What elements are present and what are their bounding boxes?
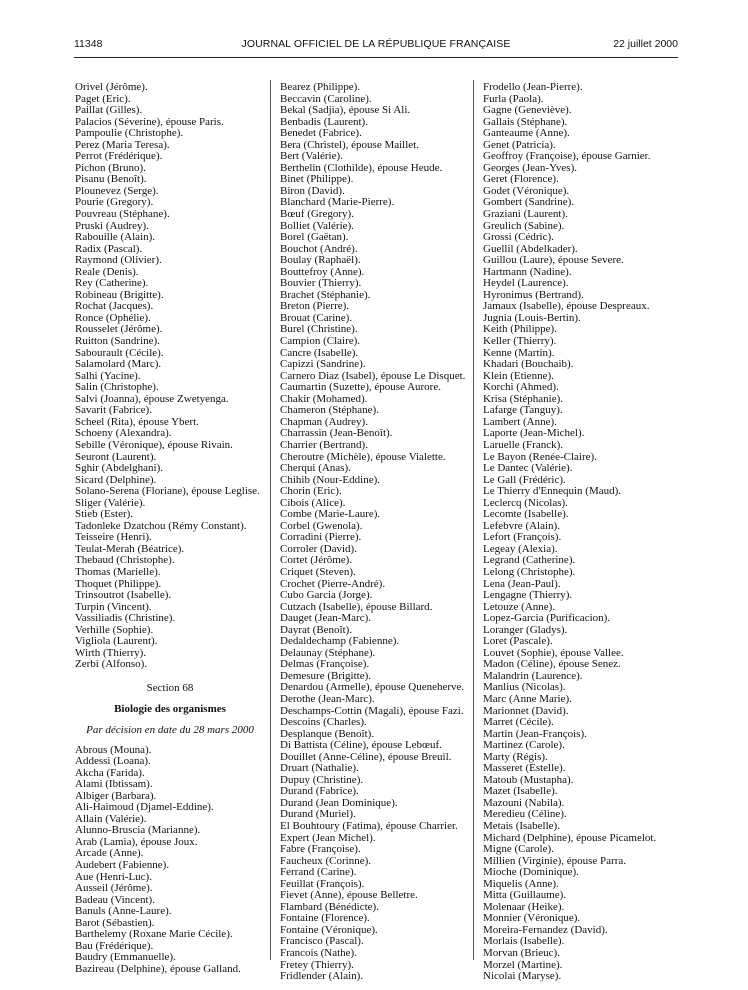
name-entry: Cutzach (Isabelle), épouse Billard. <box>280 600 433 613</box>
name-entry: Khadari (Bouchaib). <box>483 358 574 371</box>
name-entry: Akcha (Farida). <box>75 766 145 779</box>
name-entry: Albiger (Barbara). <box>75 789 157 802</box>
name-entry: Carnero Diaz (Isabel), épouse Le Disquet. <box>280 369 466 382</box>
name-entry: Fretey (Thierry). <box>280 958 354 971</box>
name-entry: Molenaar (Heike). <box>483 900 565 913</box>
name-entry: Chorin (Eric). <box>280 485 342 498</box>
name-entry: Heydel (Laurence). <box>483 277 569 290</box>
name-entry: Charrassin (Jean-Benoît). <box>280 427 393 440</box>
name-entry: Badeau (Vincent). <box>75 893 155 906</box>
column-divider <box>473 80 474 960</box>
name-entry: Manlius (Nicolas). <box>483 681 566 694</box>
name-entry: Le Bayon (Renée-Claire). <box>483 450 597 463</box>
name-entry: Biron (David). <box>280 184 345 197</box>
page-number: 11348 <box>74 38 103 50</box>
name-entry: Lafarge (Tanguy). <box>483 404 563 417</box>
name-entry: Sicard (Delphine). <box>75 473 157 486</box>
name-entry: Pichon (Bruno). <box>75 161 146 174</box>
name-entry: Perrot (Frédérique). <box>75 150 163 163</box>
name-entry: Nicolai (Maryse). <box>483 970 562 983</box>
column-divider <box>270 80 271 960</box>
name-entry: Seuront (Laurent). <box>75 450 157 463</box>
name-entry: Thomas (Marielle). <box>75 565 161 578</box>
name-entry: Ruitton (Sandrine). <box>75 335 160 348</box>
name-entry: Verhille (Sophie). <box>75 623 154 636</box>
name-entry: Cibois (Alice). <box>280 496 346 509</box>
name-entry: Durand (Muriel). <box>280 808 356 821</box>
name-entry: Corradini (Pierre). <box>280 531 362 544</box>
name-entry: Miquelis (Anne). <box>483 877 559 890</box>
name-entry: Godet (Véronique). <box>483 184 570 197</box>
name-entry: Paget (Eric). <box>75 92 131 105</box>
name-entry: Chakir (Mohamed). <box>280 392 368 405</box>
name-entry: Gallais (Stéphane). <box>483 115 568 128</box>
name-entry: Plounevez (Serge). <box>75 184 159 197</box>
name-entry: Baudry (Emmanuelle). <box>75 951 176 964</box>
name-entry: Le Thierry d'Ennequin (Maud). <box>483 485 622 498</box>
name-entry: Francisco (Pascal). <box>280 935 364 948</box>
name-entry: Lefebvre (Alain). <box>483 519 560 532</box>
name-entry: Desplanque (Benoît). <box>280 727 375 740</box>
name-entry: Klein (Etienne). <box>483 369 554 382</box>
name-entry: Millien (Virginie), épouse Parra. <box>483 854 627 867</box>
column-3 <box>483 82 673 983</box>
name-entry: Francois (Nathe). <box>280 947 357 960</box>
name-entry: Fabre (Françoise). <box>280 843 361 856</box>
name-entry: Letouze (Anne). <box>483 600 556 613</box>
name-entry: Rabouille (Alain). <box>75 231 156 244</box>
name-entry: Martinez (Carole). <box>483 739 565 752</box>
name-entry: Boulay (Raphaël). <box>280 254 361 267</box>
name-entry: Sabourault (Cécile). <box>75 346 164 359</box>
name-entry: Dupuy (Christine). <box>280 773 364 786</box>
name-entry: Morzel (Martine). <box>483 958 563 971</box>
name-entry: Jamaux (Isabelle), épouse Despreaux. <box>483 300 650 313</box>
name-entry: Genet (Patricia). <box>483 138 556 151</box>
column-1-list-bottom <box>75 745 265 976</box>
name-entry: Rousselet (Jérôme). <box>75 323 163 336</box>
name-entry: Bazireau (Delphine), épouse Galland. <box>75 962 241 975</box>
name-entry: Sghir (Abdelghani). <box>75 462 163 475</box>
name-entry: Monnier (Véronique). <box>483 912 581 925</box>
name-entry: Trinsoutrot (Isabelle). <box>75 589 172 602</box>
name-entry: Korchi (Ahmed). <box>483 381 559 394</box>
name-entry: Migne (Carole). <box>483 843 554 856</box>
name-entry: Berthelin (Clothilde), épouse Heude. <box>280 161 443 174</box>
name-entry: Corbel (Gwenola). <box>280 519 363 532</box>
name-entry: Vigliola (Laurent). <box>75 635 158 648</box>
name-entry: Ferrand (Carine). <box>280 866 357 879</box>
name-entry: Hyronimus (Bertrand). <box>483 288 584 301</box>
name-entry: Ganteaume (Anne). <box>483 127 570 140</box>
name-entry: Addessi (Loana). <box>75 755 151 768</box>
name-entry: Geoffroy (Françoise), épouse Garnier. <box>483 150 651 163</box>
name-entry: Chameron (Stéphane). <box>280 404 379 417</box>
name-entry: Cherqui (Anas). <box>280 462 351 475</box>
header-rule <box>74 57 678 58</box>
name-entry: Keith (Philippe). <box>483 323 557 336</box>
name-entry: Tadonleke Dzatchou (Rémy Constant). <box>75 519 247 532</box>
name-entry: Mitta (Guillaume). <box>483 889 567 902</box>
name-entry: Scheel (Rita), épouse Ybert. <box>75 415 199 428</box>
name-entry: Sliger (Valérie). <box>75 496 146 509</box>
name-entry: Faucheux (Corinne). <box>280 854 372 867</box>
name-entry: Blanchard (Marie-Pierre). <box>280 196 395 209</box>
name-entry: Arab (Lamia), épouse Joux. <box>75 835 198 848</box>
name-entry: Combe (Marie-Laure). <box>280 508 381 521</box>
name-entry: Ausseil (Jérôme). <box>75 882 153 895</box>
name-entry: Audebert (Fabienne). <box>75 859 170 871</box>
name-entry: Lena (Jean-Paul). <box>483 577 561 590</box>
name-entry: Meredieu (Céline). <box>483 808 567 821</box>
name-entry: Marionnet (David). <box>483 704 569 717</box>
name-entry: Pruski (Audrey). <box>75 219 149 232</box>
name-entry: Laporte (Jean-Michel). <box>483 427 585 440</box>
name-entry: Loret (Pascale). <box>483 635 553 648</box>
name-entry: Fridlender (Alain). <box>280 970 364 983</box>
name-entry: Derothe (Jean-Marc). <box>280 692 375 705</box>
name-entry: Thebaud (Christophe). <box>75 554 175 567</box>
issue-date: 22 juillet 2000 <box>613 38 678 50</box>
name-entry: Abrous (Mouna). <box>75 743 152 756</box>
name-entry: Gombert (Sandrine). <box>483 196 575 209</box>
name-entry: Delmas (Françoise). <box>280 658 370 671</box>
name-entry: Bœuf (Gregory). <box>280 208 354 221</box>
name-entry: Crochet (Pierre-André). <box>280 577 386 590</box>
name-entry: Guellil (Abdelkader). <box>483 242 578 255</box>
name-entry: Raymond (Olivier). <box>75 254 162 267</box>
name-entry: Durand (Jean Dominique). <box>280 796 398 809</box>
name-entry: Paillat (Gilles). <box>75 104 143 117</box>
name-entry: Deschamps-Cottin (Magali), épouse Fazi. <box>280 704 464 717</box>
name-entry: Brachet (Stéphanie). <box>280 288 371 301</box>
decision-line: Par décision en date du 28 mars 2000 <box>86 723 254 736</box>
name-entry: Allain (Valérie). <box>75 812 147 825</box>
name-entry: Vassiliadis (Christine). <box>75 612 176 625</box>
column-2 <box>280 82 470 983</box>
name-entry: Durand (Fabrice). <box>280 785 359 798</box>
name-entry: Bolliet (Valérie). <box>280 219 354 232</box>
name-entry: Palacios (Séverine), épouse Paris. <box>75 115 224 128</box>
name-entry: Jugnia (Louis-Bertin). <box>483 311 581 324</box>
name-entry: Fontaine (Véronique). <box>280 923 378 936</box>
name-entry: Le Gall (Frédéric). <box>483 473 566 486</box>
name-entry: Pampoulie (Christophe). <box>75 127 184 140</box>
name-entry: Fontaine (Florence). <box>280 912 370 925</box>
name-entry: Bau (Frédérique). <box>75 939 154 952</box>
name-entry: El Bouhtoury (Fatima), épouse Charrier. <box>280 820 458 832</box>
name-entry: Lefort (François). <box>483 531 562 544</box>
name-entry: Orivel (Jérôme). <box>75 81 148 93</box>
name-entry: Bouttefroy (Anne). <box>280 265 365 278</box>
name-entry: Guillou (Laure), épouse Severe. <box>483 254 624 267</box>
page-header <box>74 38 678 54</box>
name-entry: Le Dantec (Valérie). <box>483 462 573 475</box>
name-entry: Pisanu (Benoît). <box>75 173 147 186</box>
name-entry: Di Battista (Céline), épouse Lebœuf. <box>280 739 442 752</box>
name-entry: Mioche (Dominique). <box>483 866 579 879</box>
name-entry: Lopez-Garcia (Purificacion). <box>483 612 611 625</box>
name-entry: Loranger (Gladys). <box>483 623 568 636</box>
name-entry: Morlais (Isabelle). <box>483 935 565 948</box>
name-entry: Pourie (Gregory). <box>75 196 154 209</box>
name-entry: Morvan (Brieuc). <box>483 947 560 960</box>
name-entry: Criquet (Steven). <box>280 565 356 578</box>
name-entry: Graziani (Laurent). <box>483 208 568 221</box>
name-entry: Denardou (Armelle), épouse Queneherve. <box>280 681 465 694</box>
name-entry: Solano-Serena (Floriane), épouse Leglise. <box>75 485 260 498</box>
name-entry: Alami (Ibtissam). <box>75 778 153 791</box>
name-entry: Frodello (Jean-Pierre). <box>483 81 583 93</box>
name-entry: Caumartin (Suzette), épouse Aurore. <box>280 381 441 394</box>
name-entry: Beccavin (Caroline). <box>280 92 372 105</box>
name-entry: Campion (Claire). <box>280 335 361 348</box>
section-title: Section 68 <box>146 681 194 694</box>
name-entry: Georges (Jean-Yves). <box>483 161 577 174</box>
name-entry: Robineau (Brigitte). <box>75 288 164 301</box>
name-entry: Borel (Gaëtan). <box>280 231 349 244</box>
column-1 <box>75 82 265 975</box>
name-entry: Douillet (Anne-Céline), épouse Breuil. <box>280 750 452 763</box>
name-entry: Rochat (Jacques). <box>75 300 154 313</box>
name-entry: Marret (Cécile). <box>483 716 554 729</box>
name-entry: Dauget (Jean-Marc). <box>280 612 372 625</box>
name-entry: Bouvier (Thierry). <box>280 277 362 290</box>
name-entry: Hartmann (Nadine). <box>483 265 572 278</box>
name-entry: Marc (Anne Marie). <box>483 692 572 705</box>
name-entry: Binet (Philippe). <box>280 173 354 186</box>
name-entry: Chihib (Nour-Eddine). <box>280 473 380 486</box>
name-entry: Michard (Delphine), épouse Picamelot. <box>483 831 657 844</box>
name-entry: Expert (Jean Michel). <box>280 831 376 844</box>
name-entry: Malandrin (Laurence). <box>483 669 583 682</box>
name-entry: Chapman (Audrey). <box>280 415 368 428</box>
name-entry: Greulich (Sabine). <box>483 219 565 232</box>
name-entry: Lecomte (Isabelle). <box>483 508 569 521</box>
name-entry: Bekal (Sadjia), épouse Si Ali. <box>280 104 411 117</box>
name-entry: Radix (Pascal). <box>75 242 143 255</box>
name-entry: Bouchot (André). <box>280 242 358 255</box>
name-entry: Feuillat (François). <box>280 877 365 890</box>
journal-title: JOURNAL OFFICIEL DE LA RÉPUBLIQUE FRANÇAISE <box>241 38 511 50</box>
name-entry: Salvi (Joanna), épouse Zwetyenga. <box>75 392 229 405</box>
name-entry: Bera (Christel), épouse Maillet. <box>280 138 419 151</box>
name-entry: Barthelemy (Roxane Marie Cécile). <box>75 928 233 941</box>
name-entry: Stieb (Ester). <box>75 508 134 521</box>
name-entry: Keller (Thierry). <box>483 335 557 348</box>
name-entry: Ali-Haimoud (Djamel-Eddine). <box>75 801 214 814</box>
name-entry: Wirth (Thierry). <box>75 646 147 659</box>
name-entry: Cancre (Isabelle). <box>280 346 359 359</box>
name-entry: Madon (Céline), épouse Senez. <box>483 658 621 671</box>
name-entry: Sebille (Véronique), épouse Rivain. <box>75 438 233 451</box>
name-entry: Dedaldechamp (Fabienne). <box>280 635 400 648</box>
name-entry: Louvet (Sophie), épouse Vallee. <box>483 646 624 659</box>
name-entry: Pouvreau (Stéphane). <box>75 208 170 221</box>
name-entry: Martin (Jean-François). <box>483 727 587 740</box>
name-entry: Zerbi (Alfonso). <box>75 658 148 671</box>
name-entry: Legrand (Catherine). <box>483 554 576 567</box>
name-entry: Salhi (Yacine). <box>75 369 141 382</box>
name-entry: Lelong (Christophe). <box>483 565 576 578</box>
name-entry: Mazet (Isabelle). <box>483 785 558 798</box>
column-3-list <box>483 82 673 983</box>
name-entry: Matoub (Mustapha). <box>483 773 574 786</box>
name-entry: Capizzi (Sandrine). <box>280 358 366 371</box>
name-entry: Banuls (Anne-Laure). <box>75 905 172 918</box>
name-entry: Flambard (Bénédicte). <box>280 900 379 913</box>
name-entry: Masseret (Estelle). <box>483 762 566 775</box>
name-entry: Bert (Valérie). <box>280 150 343 163</box>
name-entry: Mazouni (Nabila). <box>483 796 565 809</box>
name-entry: Schoeny (Alexandra). <box>75 427 172 440</box>
name-entry: Ronce (Ophélie). <box>75 311 151 324</box>
name-entry: Lengagne (Thierry). <box>483 589 573 602</box>
name-entry: Leclercq (Nicolas). <box>483 496 568 509</box>
name-entry: Brouat (Carine). <box>280 311 353 324</box>
name-entry: Druart (Nathalie). <box>280 762 359 775</box>
name-entry: Salamolard (Marc). <box>75 358 162 371</box>
name-entry: Descoins (Charles). <box>280 716 367 729</box>
name-entry: Grossi (Cédric). <box>483 231 554 244</box>
name-entry: Marty (Régis). <box>483 750 548 763</box>
name-entry: Lambert (Anne). <box>483 415 557 428</box>
name-entry: Teisseire (Henri). <box>75 531 152 544</box>
name-entry: Legeay (Alexia). <box>483 542 558 555</box>
name-entry: Cubo Garcia (Jorge). <box>280 589 373 602</box>
name-entry: Corroler (David). <box>280 542 357 555</box>
name-entry: Turpin (Vincent). <box>75 600 152 613</box>
name-entry: Savarit (Fabrice). <box>75 404 152 417</box>
name-entry: Burel (Christine). <box>280 323 358 336</box>
name-entry: Kenne (Martin). <box>483 346 555 359</box>
name-entry: Perez (Maria Teresa). <box>75 138 170 151</box>
name-entry: Bearez (Philippe). <box>280 81 361 93</box>
name-entry: Benbadis (Laurent). <box>280 115 368 128</box>
name-entry: Moreira-Fernandez (David). <box>483 923 608 936</box>
name-entry: Cortet (Jérôme). <box>280 554 353 567</box>
name-entry: Benedet (Fabrice). <box>280 127 362 140</box>
name-entry: Krisa (Stéphanie). <box>483 392 564 405</box>
name-entry: Cheroutre (Michèle), épouse Vialette. <box>280 450 446 463</box>
name-entry: Thoquet (Philippe). <box>75 577 162 590</box>
name-entry: Reale (Denis). <box>75 265 139 278</box>
section-subtitle: Biologie des organismes <box>114 703 226 716</box>
column-1-list-top <box>75 82 265 671</box>
name-entry: Alunno-Bruscia (Marianne). <box>75 824 201 837</box>
name-entry: Arcade (Anne). <box>75 847 144 860</box>
name-entry: Delaunay (Stéphane). <box>280 646 376 659</box>
name-entry: Furla (Paola). <box>483 92 544 105</box>
name-entry: Dayrat (Benoît). <box>280 623 353 636</box>
name-entry: Laruelle (Franck). <box>483 438 564 451</box>
name-entry: Barot (Sébastien). <box>75 916 155 929</box>
name-entry: Aue (Henri-Luc). <box>75 870 152 883</box>
name-entry: Salin (Christophe). <box>75 381 159 394</box>
name-entry: Charrier (Bertrand). <box>280 438 368 451</box>
name-entry: Demesure (Brigitte). <box>280 669 372 682</box>
name-entry: Metais (Isabelle). <box>483 820 560 832</box>
name-entry: Fievet (Anne), épouse Belletre. <box>280 889 418 902</box>
name-entry: Teulat-Merah (Béatrice). <box>75 542 185 555</box>
name-entry: Gagne (Geneviève). <box>483 104 572 117</box>
column-2-list <box>280 82 470 983</box>
name-entry: Geret (Florence). <box>483 173 559 186</box>
name-entry: Rey (Catherine). <box>75 277 149 290</box>
name-entry: Breton (Pierre). <box>280 300 350 313</box>
